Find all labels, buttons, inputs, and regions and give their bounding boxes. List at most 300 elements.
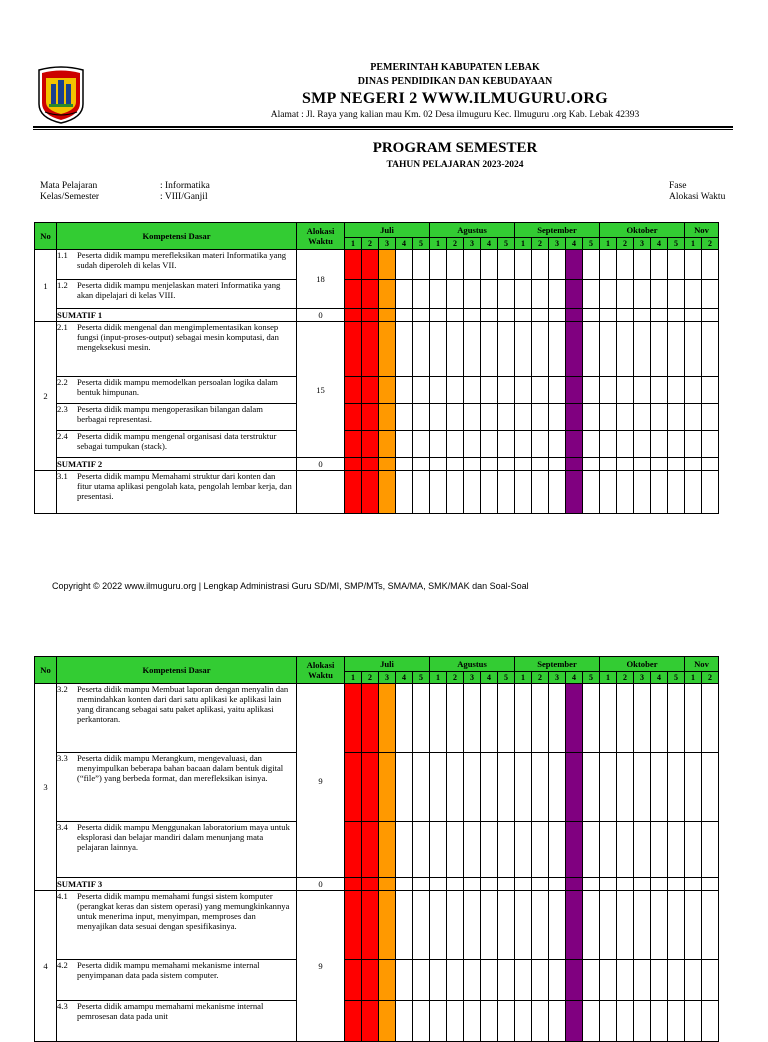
schedule-cell — [481, 377, 498, 404]
schedule-cell — [532, 684, 549, 753]
schedule-cell — [447, 822, 464, 878]
schedule-cell — [447, 404, 464, 431]
schedule-cell — [481, 471, 498, 514]
schedule-cell — [668, 471, 685, 514]
schedule-cell — [583, 431, 600, 458]
schedule-cell — [413, 309, 430, 322]
schedule-cell — [685, 309, 702, 322]
schedule-cell-orange — [379, 891, 396, 960]
schedule-cell-purple — [566, 960, 583, 1001]
schedule-cell — [617, 471, 634, 514]
schedule-cell — [430, 1001, 447, 1042]
schedule-cell — [668, 250, 685, 280]
schedule-cell — [413, 684, 430, 753]
schedule-cell — [515, 431, 532, 458]
schedule-cell — [549, 1001, 566, 1042]
week-number: 2 — [447, 238, 464, 250]
schedule-cell-purple — [566, 280, 583, 309]
schedule-cell — [515, 322, 532, 377]
schedule-cell — [532, 753, 549, 822]
schedule-cell — [498, 458, 515, 471]
schedule-cell — [685, 404, 702, 431]
schedule-cell-purple — [566, 471, 583, 514]
schedule-cell — [600, 1001, 617, 1042]
schedule-cell — [600, 404, 617, 431]
schedule-cell — [600, 458, 617, 471]
week-number: 1 — [515, 672, 532, 684]
row-number: 4 — [35, 891, 57, 1042]
schedule-cell-orange — [379, 309, 396, 322]
schedule-cell — [515, 822, 532, 878]
schedule-cell — [549, 280, 566, 309]
schedule-cell — [702, 1001, 719, 1042]
schedule-cell — [651, 960, 668, 1001]
schedule-cell — [685, 878, 702, 891]
month-july: Juli — [345, 657, 430, 672]
schedule-cell — [583, 891, 600, 960]
week-number: 2 — [617, 672, 634, 684]
schedule-cell — [634, 471, 651, 514]
schedule-cell — [617, 309, 634, 322]
week-number: 1 — [600, 238, 617, 250]
schedule-cell-red — [345, 891, 362, 960]
schedule-cell-orange — [379, 878, 396, 891]
schedule-cell — [549, 309, 566, 322]
schedule-cell — [600, 250, 617, 280]
schedule-cell-red — [362, 458, 379, 471]
schedule-cell — [702, 891, 719, 960]
schedule-cell — [617, 377, 634, 404]
schedule-cell — [413, 891, 430, 960]
schedule-cell — [600, 471, 617, 514]
schedule-cell — [515, 1001, 532, 1042]
schedule-cell-red — [345, 458, 362, 471]
schedule-cell — [583, 322, 600, 377]
schedule-cell — [464, 960, 481, 1001]
schedule-cell — [600, 822, 617, 878]
schedule-cell — [447, 431, 464, 458]
schedule-cell-red — [345, 431, 362, 458]
sumatif-row: SUMATIF 2 — [57, 458, 297, 471]
schedule-cell — [515, 684, 532, 753]
schedule-cell-orange — [379, 431, 396, 458]
sumatif-allocation: 0 — [297, 309, 345, 322]
schedule-cell — [549, 322, 566, 377]
sumatif-allocation: 0 — [297, 878, 345, 891]
schedule-cell — [464, 753, 481, 822]
col-header-no: No — [35, 223, 57, 250]
schedule-cell — [617, 822, 634, 878]
schedule-cell-purple — [566, 309, 583, 322]
schedule-cell — [532, 822, 549, 878]
time-allocation: 18 — [297, 250, 345, 309]
schedule-cell — [430, 458, 447, 471]
kd-item: 2.1 Peserta didik mengenal dan mengimplementasikan konsep fungsi (input-proses-output) sebagai mesin komputasi, dan mengeksekusi mesin. — [57, 322, 297, 377]
month-november: Nov — [685, 223, 719, 238]
schedule-cell — [685, 280, 702, 309]
schedule-cell-red — [345, 878, 362, 891]
kd-item: 2.2 Peserta didik mampu memodelkan persoalan logika dalam bentuk himpunan. — [57, 377, 297, 404]
schedule-cell — [651, 458, 668, 471]
schedule-cell — [617, 250, 634, 280]
schedule-cell — [532, 471, 549, 514]
schedule-cell — [430, 878, 447, 891]
schedule-cell — [532, 458, 549, 471]
schedule-cell — [396, 891, 413, 960]
schedule-cell — [549, 891, 566, 960]
schedule-cell — [464, 322, 481, 377]
week-number: 3 — [379, 672, 396, 684]
schedule-cell-red — [345, 404, 362, 431]
schedule-cell-purple — [566, 822, 583, 878]
schedule-cell-purple — [566, 458, 583, 471]
week-number: 2 — [617, 238, 634, 250]
schedule-cell-red — [345, 822, 362, 878]
schedule-cell-orange — [379, 960, 396, 1001]
schedule-cell — [396, 322, 413, 377]
schedule-cell — [430, 960, 447, 1001]
schedule-cell — [549, 878, 566, 891]
schedule-cell — [634, 309, 651, 322]
schedule-cell — [464, 280, 481, 309]
schedule-cell-red — [362, 404, 379, 431]
schedule-cell — [617, 753, 634, 822]
schedule-cell — [600, 322, 617, 377]
schedule-cell — [702, 377, 719, 404]
week-number: 4 — [566, 238, 583, 250]
schedule-cell — [464, 822, 481, 878]
schedule-cell — [532, 250, 549, 280]
schedule-cell — [430, 753, 447, 822]
week-number: 1 — [345, 672, 362, 684]
schedule-cell — [481, 431, 498, 458]
schedule-cell — [481, 960, 498, 1001]
schedule-cell — [685, 1001, 702, 1042]
schedule-cell — [396, 471, 413, 514]
schedule-cell — [583, 822, 600, 878]
copyright-footer: Copyright © 2022 www.ilmuguru.org | Lengkap Administrasi Guru SD/MI, SMP/MTs, SMA/MA, SMK/MAK dan Soal-Soal — [52, 581, 529, 591]
schedule-cell — [685, 377, 702, 404]
schedule-cell — [481, 822, 498, 878]
schedule-cell-red — [345, 960, 362, 1001]
week-number: 2 — [362, 238, 379, 250]
schedule-cell — [447, 280, 464, 309]
kd-item: 2.4 Peserta didik mampu mengenal organisasi data terstruktur sebagai tumpukan (stack). — [57, 431, 297, 458]
schedule-cell — [685, 322, 702, 377]
schedule-cell — [617, 1001, 634, 1042]
schedule-cell — [583, 280, 600, 309]
schedule-cell — [430, 891, 447, 960]
schedule-cell — [532, 404, 549, 431]
schedule-cell — [668, 753, 685, 822]
schedule-cell — [515, 404, 532, 431]
schedule-cell — [430, 377, 447, 404]
schedule-cell — [396, 431, 413, 458]
schedule-cell — [634, 753, 651, 822]
school-logo — [37, 64, 85, 124]
schedule-cell — [634, 822, 651, 878]
month-august: Agustus — [430, 657, 515, 672]
schedule-cell-red — [362, 250, 379, 280]
schedule-cell — [634, 322, 651, 377]
row-number: 2 — [35, 322, 57, 471]
schedule-cell — [413, 322, 430, 377]
month-august: Agustus — [430, 223, 515, 238]
schedule-cell — [396, 404, 413, 431]
schedule-cell — [617, 458, 634, 471]
schedule-cell — [396, 458, 413, 471]
schedule-cell — [498, 322, 515, 377]
schedule-cell — [447, 377, 464, 404]
kd-item: 3.2 Peserta didik mampu Membuat laporan dengan menyalin dan memindahkan konten dari dari satu aplikasi ke aplikasi lain yang dirancang sebagai satu paket aplikasi, yaitu aplikasi perkantoran. — [57, 684, 297, 753]
schedule-cell — [668, 684, 685, 753]
col-header-alokasi: Alokasi Waktu — [297, 223, 345, 250]
schedule-cell — [651, 684, 668, 753]
academic-year: TAHUN PELAJARAN 2023-2024 — [386, 160, 524, 170]
schedule-cell — [685, 891, 702, 960]
class-value: : VIII/Ganjil — [160, 192, 208, 202]
schedule-cell — [413, 471, 430, 514]
schedule-cell — [702, 684, 719, 753]
schedule-cell — [515, 878, 532, 891]
gov-line: PEMERINTAH KABUPATEN LEBAK — [370, 62, 540, 73]
schedule-cell — [651, 822, 668, 878]
schedule-cell-red — [345, 1001, 362, 1042]
schedule-cell — [651, 753, 668, 822]
kd-item: 4.2 Peserta didik mampu memahami mekanisme internal penyimpanan data pada sistem computer. — [57, 960, 297, 1001]
schedule-cell-red — [345, 684, 362, 753]
schedule-cell-red — [362, 960, 379, 1001]
schedule-cell-red — [345, 280, 362, 309]
schedule-cell — [651, 891, 668, 960]
class-label: Kelas/Semester — [40, 192, 100, 202]
sumatif-row: SUMATIF 1 — [57, 309, 297, 322]
schedule-cell — [634, 404, 651, 431]
schedule-cell — [396, 684, 413, 753]
schedule-cell — [413, 280, 430, 309]
page-title: PROGRAM SEMESTER — [372, 140, 538, 156]
time-allocation: 15 — [297, 322, 345, 458]
schedule-cell — [515, 250, 532, 280]
schedule-cell — [464, 309, 481, 322]
time-allocation — [297, 471, 345, 514]
schedule-cell — [515, 458, 532, 471]
schedule-cell-red — [362, 1001, 379, 1042]
schedule-cell — [481, 1001, 498, 1042]
schedule-cell — [685, 753, 702, 822]
schedule-cell-red — [362, 891, 379, 960]
schedule-cell — [600, 280, 617, 309]
week-number: 5 — [583, 238, 600, 250]
schedule-cell-red — [362, 377, 379, 404]
schedule-cell — [651, 431, 668, 458]
schedule-cell — [685, 822, 702, 878]
schedule-cell — [515, 891, 532, 960]
week-number: 2 — [702, 672, 719, 684]
schedule-cell — [515, 960, 532, 1001]
schedule-cell — [532, 878, 549, 891]
schedule-cell — [498, 960, 515, 1001]
schedule-cell — [515, 309, 532, 322]
schedule-cell — [617, 684, 634, 753]
schedule-cell — [430, 404, 447, 431]
schedule-cell — [481, 250, 498, 280]
schedule-cell — [702, 280, 719, 309]
schedule-cell — [702, 404, 719, 431]
schedule-cell — [396, 1001, 413, 1042]
schedule-cell-red — [362, 280, 379, 309]
schedule-cell — [617, 322, 634, 377]
schedule-cell — [600, 309, 617, 322]
week-number: 4 — [481, 238, 498, 250]
letterhead-rule-thin — [33, 129, 733, 130]
schedule-cell — [396, 822, 413, 878]
schedule-cell — [464, 891, 481, 960]
week-number: 1 — [685, 672, 702, 684]
schedule-cell — [447, 309, 464, 322]
schedule-cell — [447, 878, 464, 891]
schedule-cell — [668, 377, 685, 404]
week-number: 2 — [702, 238, 719, 250]
schedule-cell — [396, 753, 413, 822]
schedule-cell — [583, 250, 600, 280]
sumatif-allocation: 0 — [297, 458, 345, 471]
schedule-cell — [651, 471, 668, 514]
schedule-cell — [702, 960, 719, 1001]
week-number: 1 — [430, 672, 447, 684]
schedule-cell — [702, 878, 719, 891]
schedule-cell — [651, 280, 668, 309]
schedule-cell — [413, 960, 430, 1001]
schedule-cell — [651, 322, 668, 377]
row-number: 3 — [35, 684, 57, 891]
schedule-cell — [668, 280, 685, 309]
schedule-cell — [413, 458, 430, 471]
schedule-cell — [413, 822, 430, 878]
schedule-cell — [464, 1001, 481, 1042]
schedule-cell — [651, 309, 668, 322]
month-july: Juli — [345, 223, 430, 238]
schedule-cell — [464, 458, 481, 471]
schedule-cell — [702, 431, 719, 458]
month-september: September — [515, 657, 600, 672]
schedule-cell-red — [362, 684, 379, 753]
schedule-cell — [481, 309, 498, 322]
schedule-cell — [634, 960, 651, 1001]
schedule-cell — [634, 458, 651, 471]
schedule-cell-orange — [379, 684, 396, 753]
schedule-cell — [498, 309, 515, 322]
schedule-cell — [634, 684, 651, 753]
schedule-cell — [600, 377, 617, 404]
schedule-cell — [583, 960, 600, 1001]
schedule-cell — [685, 684, 702, 753]
time-allocation: 9 — [297, 891, 345, 1042]
schedule-cell — [413, 1001, 430, 1042]
schedule-cell — [634, 280, 651, 309]
schedule-cell — [634, 891, 651, 960]
schedule-cell — [481, 280, 498, 309]
kd-item: 2.3 Peserta didik mampu mengoperasikan bilangan dalam berbagai representasi. — [57, 404, 297, 431]
schedule-cell — [430, 431, 447, 458]
schedule-cell — [447, 1001, 464, 1042]
week-number: 3 — [634, 238, 651, 250]
kd-item: 1.1 Peserta didik mampu merefleksikan materi Informatika yang sudah diperoleh di kelas VII. — [57, 250, 297, 280]
week-number: 3 — [549, 672, 566, 684]
schedule-cell — [549, 404, 566, 431]
schedule-cell-purple — [566, 1001, 583, 1042]
schedule-cell — [498, 684, 515, 753]
phase-label: Fase — [669, 181, 687, 191]
schedule-cell-red — [362, 471, 379, 514]
kd-item: 4.1 Peserta didik mampu memahami fungsi sistem komputer (perangkat keras dan sistem operasi) yang memungkinkannya untuk menerima input, menyimpan, memproses dan menyajikan data sesuai dengan spesifikasinya. — [57, 891, 297, 960]
schedule-cell — [583, 309, 600, 322]
schedule-cell — [549, 822, 566, 878]
schedule-cell — [396, 250, 413, 280]
schedule-cell — [532, 960, 549, 1001]
schedule-cell — [532, 891, 549, 960]
kd-item: 3.3 Peserta didik mampu Merangkum, mengevaluasi, dan menyimpulkan beberapa bahan bacaan dalam bentuk digital (“file”) yang berbeda format, dan merefleksikan isinya. — [57, 753, 297, 822]
schedule-cell — [634, 431, 651, 458]
schedule-cell — [413, 753, 430, 822]
time-allocation: 9 — [297, 684, 345, 878]
schedule-cell-red — [362, 878, 379, 891]
schedule-cell — [583, 377, 600, 404]
schedule-cell — [702, 458, 719, 471]
schedule-cell — [464, 471, 481, 514]
schedule-cell — [532, 1001, 549, 1042]
schedule-cell — [617, 878, 634, 891]
schedule-cell-red — [362, 309, 379, 322]
schedule-cell — [583, 684, 600, 753]
schedule-cell — [396, 377, 413, 404]
week-number: 3 — [464, 672, 481, 684]
schedule-cell — [498, 471, 515, 514]
schedule-cell — [447, 250, 464, 280]
schedule-cell — [634, 377, 651, 404]
schedule-cell — [498, 404, 515, 431]
schedule-cell — [583, 1001, 600, 1042]
week-number: 4 — [396, 672, 413, 684]
schedule-cell — [498, 753, 515, 822]
schedule-cell-red — [345, 322, 362, 377]
schedule-cell — [447, 891, 464, 960]
schedule-cell — [430, 322, 447, 377]
schedule-cell — [549, 431, 566, 458]
month-september: September — [515, 223, 600, 238]
schedule-cell — [498, 280, 515, 309]
row-number: 1 — [35, 250, 57, 322]
schedule-cell — [685, 431, 702, 458]
schedule-cell — [600, 753, 617, 822]
col-header-kd: Kompetensi Dasar — [57, 657, 297, 684]
week-number: 2 — [532, 672, 549, 684]
schedule-cell — [549, 471, 566, 514]
week-number: 4 — [566, 672, 583, 684]
week-number: 4 — [396, 238, 413, 250]
schedule-cell — [464, 404, 481, 431]
week-number: 3 — [464, 238, 481, 250]
schedule-cell-purple — [566, 753, 583, 822]
schedule-cell-purple — [566, 878, 583, 891]
kd-item: 4.3 Peserta didik amampu memahami mekanisme internal pemrosesan data pada unit — [57, 1001, 297, 1042]
schedule-cell — [464, 377, 481, 404]
schedule-cell-orange — [379, 822, 396, 878]
schedule-cell-red — [362, 431, 379, 458]
week-number: 1 — [685, 238, 702, 250]
schedule-cell — [668, 404, 685, 431]
schedule-cell — [702, 471, 719, 514]
